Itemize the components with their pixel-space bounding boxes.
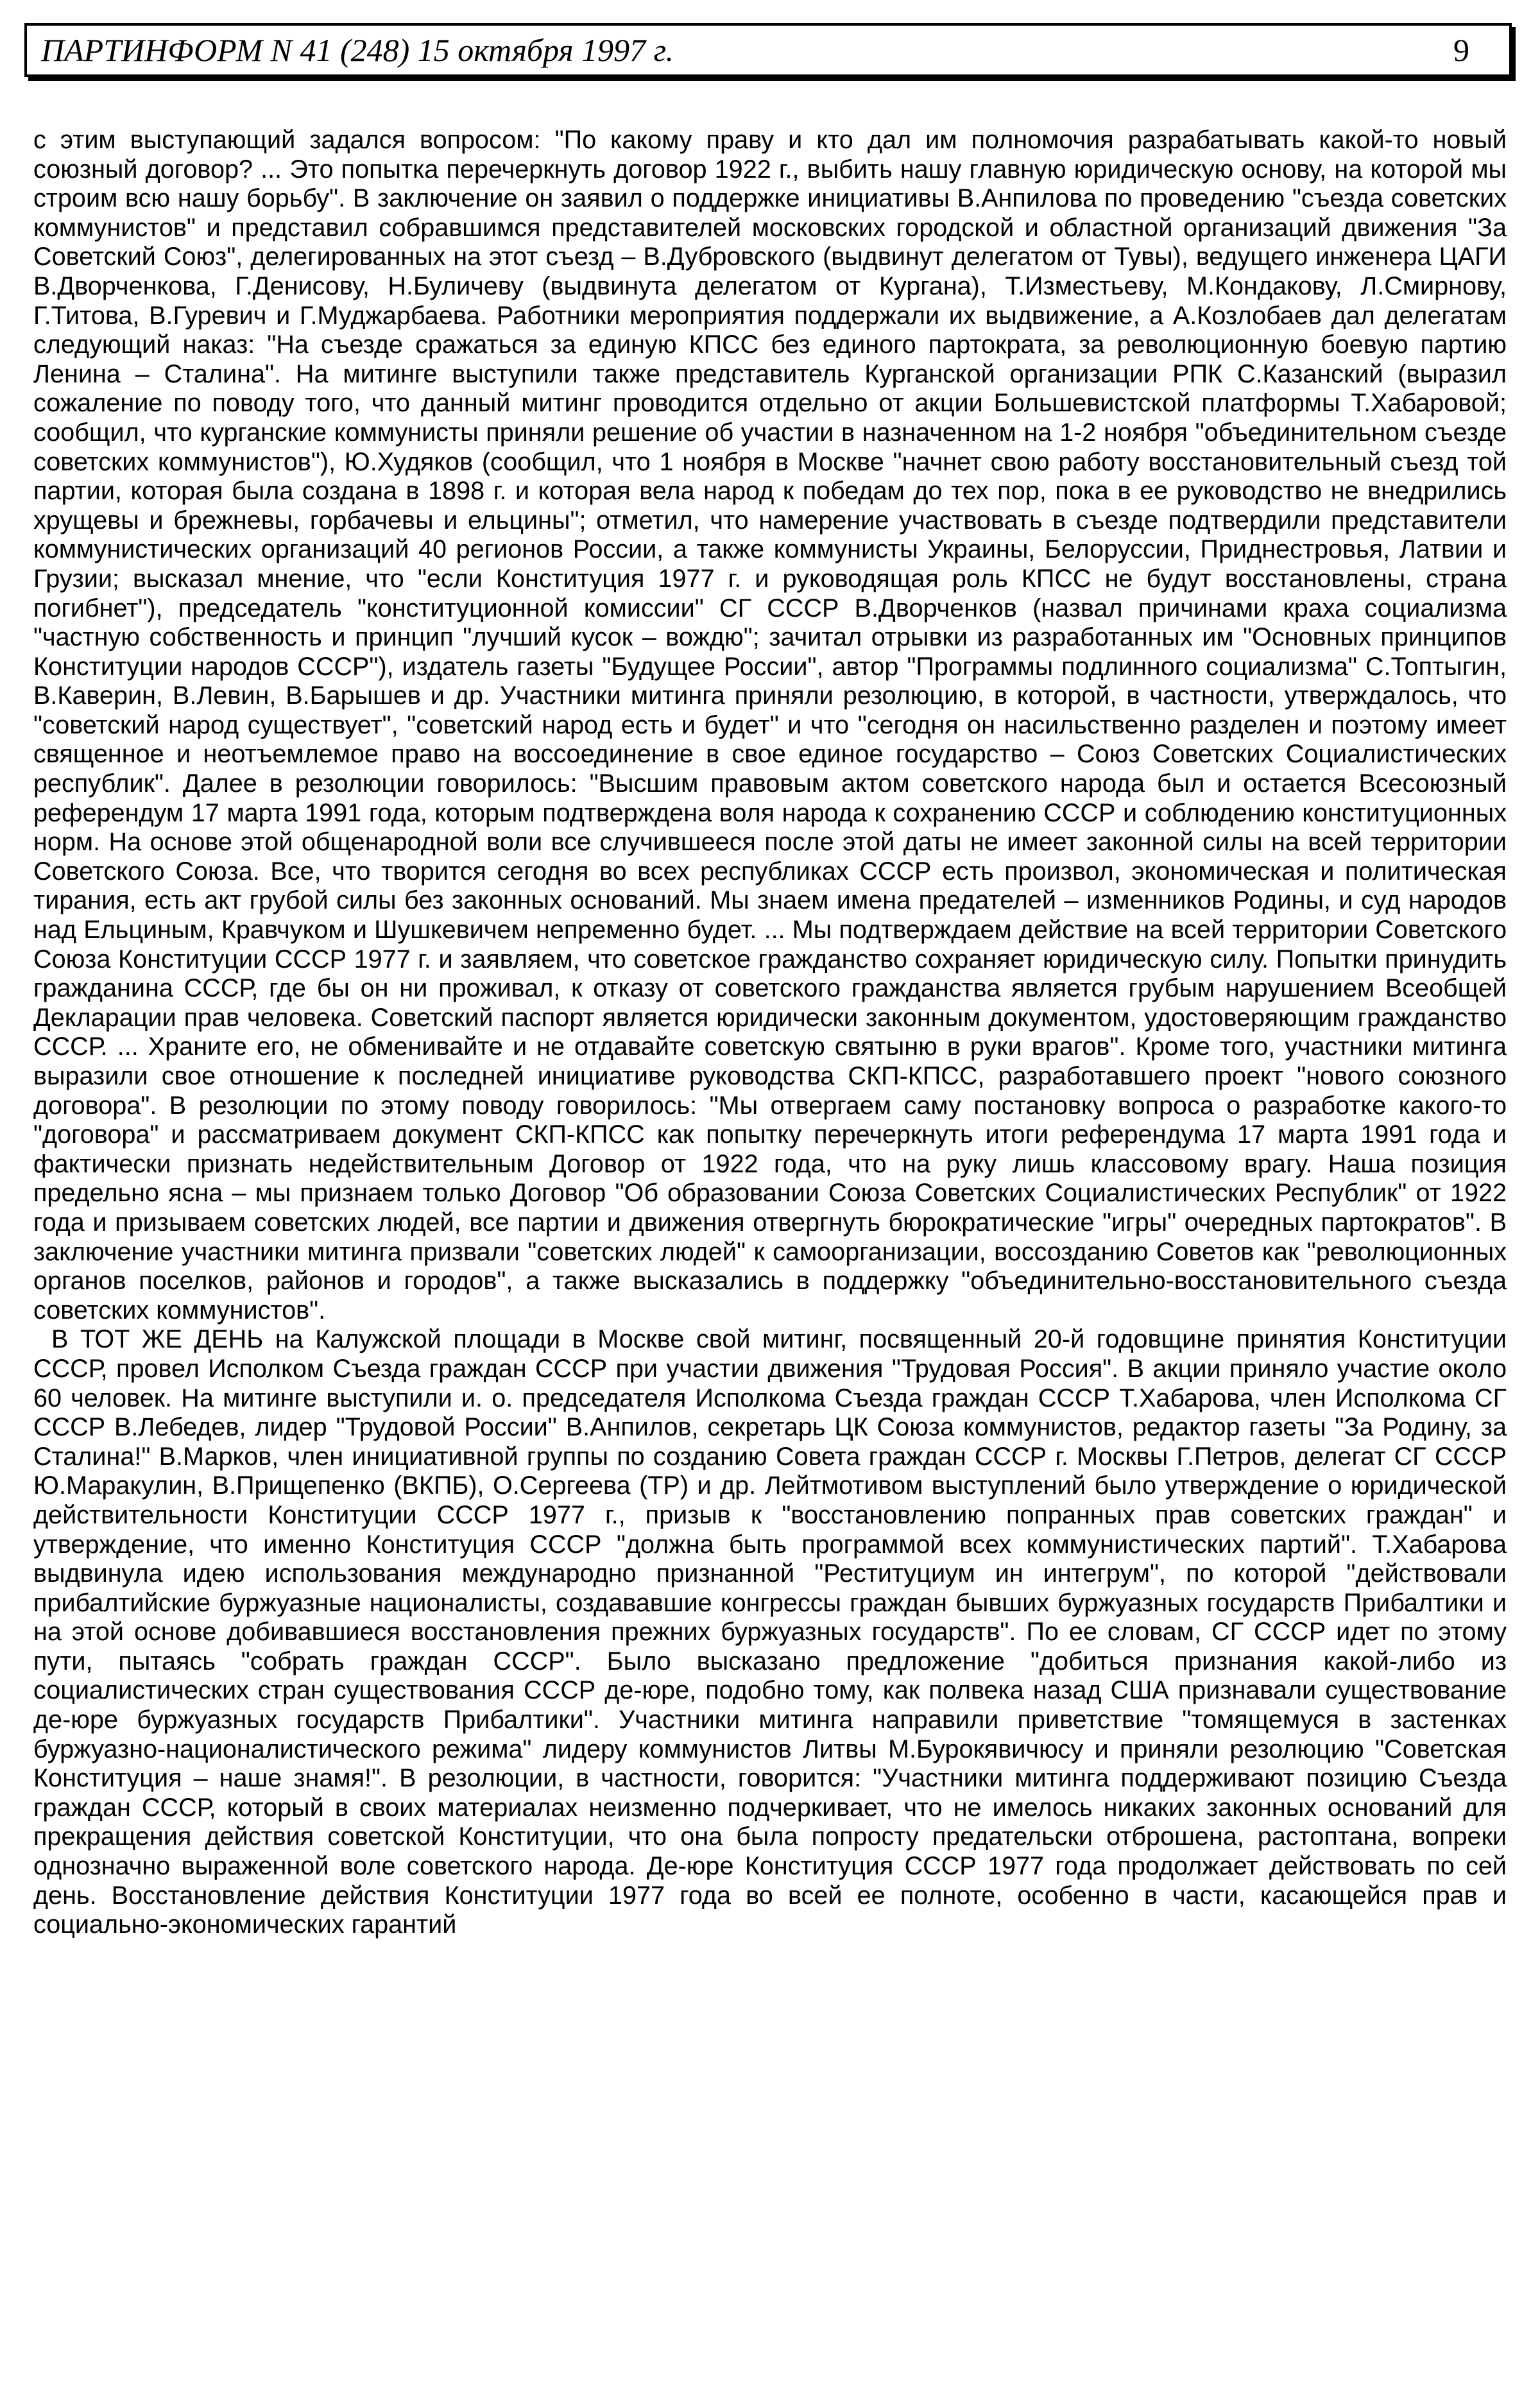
page-header bbox=[24, 23, 1512, 77]
article-paragraph: В ТОТ ЖЕ ДЕНЬ на Калужской площади в Москве свой митинг, посвященный 20-й годовщине принятия Конституции СССР, провел Исполком Съезда граждан СССР при участии движения "Трудовая Россия". В акции приняло участие около 60 человек. На митинге выступили и. о. председателя Исполкома Съезда граждан СССР Т.Хабарова, член Исполкома СГ СССР В.Лебедев, лидер "Трудовой России" В.Анпилов, секретарь ЦК Союза коммунистов, редактор газеты "За Родину, за Сталина!" В.Марков, член инициативной группы по созданию Совета граждан СССР г. Москвы Г.Петров, делегат СГ СССР Ю.Маракулин, В.Прищепенко (ВКПБ), О.Сергеева (ТР) и др. Лейтмотивом выступлений было утверждение о юридической действительности Конституции СССР 1977 г., призыв к "восстановлению попранных прав советских граждан" и утверждение, что именно Конституция СССР "должна быть программой всех коммунистических партий". Т.Хабарова выдвинула идею использования международно признанной "Реституциум ин интегрум", по которой "действовали прибалтийские буржуазные националисты, создававшие конгрессы граждан бывших буржуазных государств Прибалтики и на этой основе добивавшиеся восстановления прежних буржуазных государств". По ее словам, СГ СССР идет по этому пути, пытаясь "собрать граждан СССР". Было высказано предложение "добиться признания какой-либо из социалистических стран существования СССР де-юре, подобно тому, как полвека назад США признавали существование де-юре буржуазных государств Прибалтики". Участники митинга направили приветствие "томящемуся в застенках буржуазно-националистического режима" лидеру коммунистов Литвы М.Бурокявичюсу и приняли резолюцию "Советская Конституция – наше знамя!". В резолюции, в частности, говорится: "Участники митинга поддерживают позицию Съезда граждан СССР, который в своих материалах неизменно подчеркивает, что не имелось никаких законных оснований для прекращения действия советской Конституции, что она была попросту предательски отброшена, растоптана, вопреки однозначно выраженной воле советского народа. Де-юре Конституция СССР 1977 года продолжает действовать по сей день. Восстановление действия Конституции 1977 года во всей ее полноте, особенно в части, касающейся прав и социально-экономических гарантий bbox=[33, 1325, 1507, 1939]
article-body bbox=[33, 126, 1507, 1940]
page-number: 9 bbox=[1453, 32, 1469, 68]
header-title: ПАРТИНФОРМ N 41 (248) 15 октября 1997 г. bbox=[41, 32, 674, 68]
article-paragraph: с этим выступающий задался вопросом: "По какому праву и кто дал им полномочия разрабатывать какой-то новый союзный договор? ... Это попытка перечеркнуть договор 1922 г., выбить нашу главную юридическую основу, на которой мы строим всю нашу борьбу". В заключение он заявил о поддержке инициативы В.Анпилова по проведению "съезда советских коммунистов" и представил собравшимся представителей московских городской и областной организаций движения "За Советский Союз", делегированных на этот съезд – В.Дубровского (выдвинут делегатом от Тувы), ведущего инженера ЦАГИ В.Дворченкова, Г.Денисову, Н.Буличеву (выдвинута делегатом от Кургана), Т.Изместьеву, М.Кондакову, Л.Смирнову, Г.Титова, В.Гуревич и Г.Муджарбаева. Работники мероприятия поддержали их выдвижение, а А.Козлобаев дал делегатам следующий наказ: "На съезде сражаться за единую КПСС без единого партократа, за революционную боевую партию Ленина – Сталина". На митинге выступили также представитель Курганской организации РПК С.Казанский (выразил сожаление по поводу того, что данный митинг проводится отдельно от акции Большевистской платформы Т.Хабаровой; сообщил, что курганские коммунисты приняли решение об участии в назначенном на 1-2 ноября "объединительном съезде советских коммунистов"), Ю.Худяков (сообщил, что 1 ноября в Москве "начнет свою работу восстановительный съезд той партии, которая была создана в 1898 г. и которая вела народ к победам до тех пор, пока в ее руководство не внедрились хрущевы и брежневы, горбачевы и ельцины"; отметил, что намерение участвовать в съезде подтвердили представители коммунистических организаций 40 регионов России, а также коммунисты Украины, Белоруссии, Приднестровья, Латвии и Грузии; высказал мнение, что "если Конституция 1977 г. и руководящая роль КПСС не будут восстановлены, страна погибнет"), председатель "конституционной комиссии" СГ СССР В.Дворченков (назвал причинами краха социализма "частную собственность и принцип "лучший кусок – вождю"; зачитал отрывки из разработанных им "Основных принципов Конституции народов СССР"), издатель газеты "Будущее России", автор "Программы подлинного социализма" С.Топтыгин, В.Каверин, В.Левин, В.Барышев и др. Участники митинга приняли резолюцию, в которой, в частности, утверждалось, что "советский народ существует", "советский народ есть и будет" и что "сегодня он насильственно разделен и поэтому имеет священное и неотъемлемое право на воссоединение в свое единое государство – Союз Советских Социалистических республик". Далее в резолюции говорилось: "Высшим правовым актом советского народа был и остается Всесоюзный референдум 17 марта 1991 года, которым подтверждена воля народа к сохранению СССР и соблюдению конституционных норм. На основе этой общенародной воли все случившееся после этой даты не имеет законной силы на всей территории Советского Союза. Все, что творится сегодня во всех республиках СССР есть произвол, экономическая и политическая тирания, есть акт грубой силы без законных оснований. Мы знаем имена предателей – изменников Родины, и суд народов над Ельциным, Кравчуком и Шушкевичем непременно будет. ... Мы подтверждаем действие на всей территории Советского Союза Конституции СССР 1977 г. и заявляем, что советское гражданство сохраняет юридическую силу. Попытки принудить гражданина СССР, где бы он ни проживал, к отказу от советского гражданства является грубым нарушением Всеобщей Декларации прав человека. Советский паспорт является юридически законным документом, удостоверяющим гражданство СССР. ... Храните его, не обменивайте и не отдавайте советскую святыню в руки врагов". Кроме того, участники митинга выразили свое отношение к последней инициативе руководства СКП-КПСС, разработавшего проект "нового союзного договора". В резолюции по этому поводу говорилось: "Мы отвергаем саму постановку вопроса о разработке какого-то "договора" и рассматриваем документ СКП-КПСС как попытку перечеркнуть итоги референдума 17 марта 1991 года и фактически признать недействительным Договор от 1922 года, что на руку лишь классовому врагу. Наша позиция предельно ясна – мы признаем только Договор "Об образовании Союза Советских Социалистических Республик" от 1922 года и призываем советских людей, все партии и движения отвергнуть бюрократические "игры" очередных партократов". В заключение участники митинга призвали "советских людей" к самоорганизации, воссозданию Советов как "революционных органов поселков, районов и городов", а также высказались в поддержку "объединительно-восстановительного съезда советских коммунистов". bbox=[33, 126, 1507, 1324]
